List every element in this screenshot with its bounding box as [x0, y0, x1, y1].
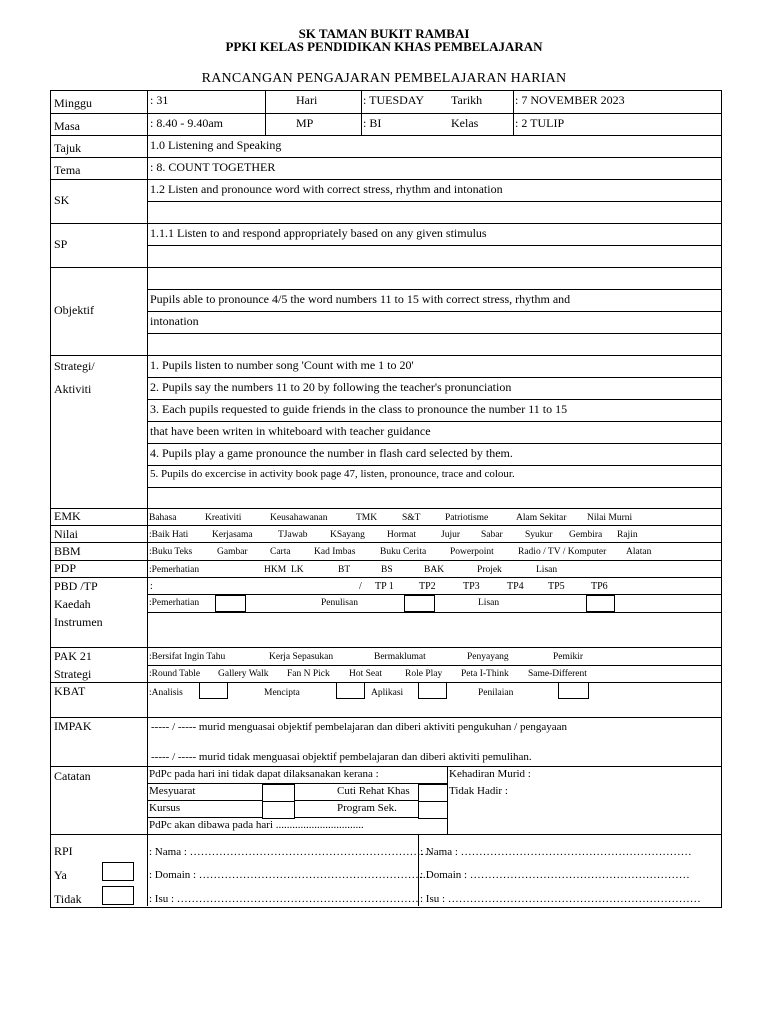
- mencipta-checkbox[interactable]: [336, 682, 365, 699]
- isu-right: : Isu : ……………………………………………………………: [420, 893, 701, 905]
- instrumen-label: Instrumen: [54, 615, 103, 629]
- ya-checkbox[interactable]: [102, 862, 134, 881]
- nilai-item: KSayang: [330, 530, 365, 540]
- pdp-item: BS: [381, 565, 393, 575]
- sp-value: 1.1.1 Listen to and respond appropriately based on any given stimulus: [150, 226, 487, 240]
- kaedah-item: :Pemerhatian: [149, 598, 200, 608]
- cuti-label: Cuti Rehat Khas: [337, 785, 410, 797]
- catatan-label: Catatan: [54, 769, 91, 783]
- kaedah-item: Lisan: [478, 598, 500, 608]
- activity-2: 2. Pupils say the numbers 11 to 20 by following the teacher's pronunciation: [150, 380, 512, 394]
- emk-item: Kreativiti: [205, 513, 242, 523]
- sk-label: SK: [54, 193, 70, 207]
- activity-4: 4. Pupils play a game pronounce the number in flash card selected by them.: [150, 446, 513, 460]
- penulisan-checkbox[interactable]: [404, 595, 435, 612]
- kehadiran-label: Kehadiran Murid :: [449, 768, 531, 780]
- pdp-item: Projek: [477, 565, 502, 575]
- nilai-item: Hormat: [387, 530, 417, 540]
- nilai-item: TJawab: [278, 530, 308, 540]
- hari-label: Hari: [296, 93, 318, 107]
- nama-right: : Nama : ………………………………………………………: [420, 846, 692, 858]
- pak21-strategy: Gallery Walk: [218, 669, 269, 679]
- objektif-line-2: intonation: [150, 314, 199, 328]
- nilai-item: Kerjasama: [212, 530, 253, 540]
- strategi-label: Strategi/: [54, 359, 95, 373]
- ya-label: Ya: [54, 868, 67, 882]
- emk-item: Bahasa: [149, 513, 177, 523]
- bbm-item: Powerpoint: [450, 547, 494, 557]
- penilaian-checkbox[interactable]: [558, 682, 589, 699]
- kaedah-item: Penulisan: [321, 598, 358, 608]
- pak21-strategy: :Round Table: [149, 669, 201, 679]
- tidak-checkbox[interactable]: [102, 886, 134, 905]
- nilai-item: Syukur: [525, 530, 553, 540]
- bbm-item: Buku Cerita: [380, 547, 427, 557]
- lesson-plan-form: [50, 90, 722, 908]
- activity-5: 5. Pupils do excercise in activity book page 47, listen, pronounce, trace and colour.: [150, 468, 515, 480]
- mp-label: MP: [296, 116, 314, 130]
- nilai-item: Rajin: [617, 530, 638, 540]
- emk-item: S&T: [402, 513, 421, 523]
- dibawa-line: PdPc akan dibawa pada hari ................................: [149, 819, 364, 831]
- program-label: Program Sek.: [337, 802, 397, 814]
- pdp-item: Lisan: [536, 565, 558, 575]
- tp-item: TP5: [548, 581, 565, 592]
- pak21-item: Bermaklumat: [374, 652, 426, 662]
- tajuk-label: Tajuk: [54, 141, 82, 155]
- tema-label: Tema: [54, 163, 81, 177]
- tp-item: TP4: [507, 581, 524, 592]
- emk-item: Nilai Murni: [587, 513, 633, 523]
- nilai-item: :Baik Hati: [149, 530, 189, 540]
- nilai-item: Sabar: [481, 530, 503, 540]
- pdp-item: BT: [338, 565, 351, 575]
- pak21-strategi-label: Strategi: [54, 667, 92, 681]
- pak21-item: Kerja Sepasukan: [269, 652, 334, 662]
- pak21-item: :Bersifat Ingin Tahu: [149, 652, 226, 662]
- emk-item: TMK: [356, 513, 378, 523]
- analisis-checkbox[interactable]: [199, 682, 228, 699]
- minggu-value: : 31: [150, 93, 169, 107]
- kursus-label: Kursus: [149, 802, 181, 814]
- minggu-label: Minggu: [54, 96, 93, 110]
- kbat-item: Aplikasi: [371, 688, 404, 698]
- pdp-item: HKM: [264, 565, 287, 575]
- pdp-item: :Pemerhatian: [149, 565, 200, 575]
- pak21-item: Penyayang: [467, 652, 509, 662]
- pbd-label: PBD /TP: [54, 579, 98, 593]
- domain-right: : Domain : ……………………………………………………: [420, 869, 690, 881]
- tidak-label: Tidak: [54, 892, 82, 906]
- pemerhatian-checkbox[interactable]: [215, 595, 246, 612]
- pdp-item: LK: [291, 565, 304, 575]
- activity-3b: that have been writen in whiteboard with teacher guidance: [150, 424, 431, 438]
- tp-item: TP6: [591, 581, 608, 592]
- bbm-item: Radio / TV / Komputer: [518, 547, 607, 557]
- sp-label: SP: [54, 237, 68, 251]
- program-name: PPKI KELAS PENDIDIKAN KHAS PEMBELAJARAN: [225, 39, 543, 54]
- impak-line-1: ----- / ----- murid menguasai objektif pembelajaran dan diberi aktiviti pengukuhan / pengayaan: [151, 721, 568, 733]
- catatan-reason: PdPc pada hari ini tidak dapat dilaksanakan kerana :: [149, 768, 379, 780]
- pak21-strategy: Fan N Pick: [287, 669, 330, 679]
- rpi-label: RPI: [54, 844, 73, 858]
- objektif-label: Objektif: [54, 303, 94, 317]
- mp-value: : BI: [363, 116, 382, 130]
- kbat-item: :Analisis: [149, 688, 183, 698]
- pak21-strategy: Peta I-Think: [461, 669, 509, 679]
- kbat-item: Mencipta: [264, 688, 300, 698]
- tidak-hadir-label: Tidak Hadir :: [449, 785, 508, 797]
- pdp-item: BAK: [424, 565, 445, 575]
- sk-value: 1.2 Listen and pronounce word with correct stress, rhythm and intonation: [150, 182, 503, 196]
- objektif-line-1: Pupils able to pronounce 4/5 the word numbers 11 to 15 with correct stress, rhythm and: [150, 292, 571, 306]
- pak21-item: Pemikir: [553, 652, 584, 662]
- bbm-label: BBM: [54, 544, 81, 558]
- activity-3a: 3. Each pupils requested to guide friends in the class to pronounce the number 11 to 15: [150, 402, 568, 416]
- lisan-checkbox[interactable]: [586, 595, 615, 612]
- bbm-item: Gambar: [217, 547, 248, 557]
- impak-line-2: ----- / ----- murid tidak menguasai objektif pembelajaran dan diberi aktiviti pemulihan.: [151, 751, 532, 763]
- hari-value: : TUESDAY: [363, 93, 425, 107]
- pbd-slash: /: [359, 581, 362, 592]
- nilai-item: Jujur: [441, 530, 460, 540]
- isu-left: : Isu : …………………………………………………………: [149, 893, 419, 905]
- pak21-strategy: Same-Different: [528, 669, 587, 679]
- tarikh-label: Tarikh: [451, 93, 483, 107]
- emk-item: Keusahawanan: [270, 513, 328, 523]
- impak-label: IMPAK: [54, 719, 92, 733]
- emk-item: Alam Sekitar: [516, 513, 567, 523]
- tp-item: TP 1: [375, 581, 394, 592]
- aktiviti-label: Aktiviti: [54, 382, 92, 396]
- tarikh-value: : 7 NOVEMBER 2023: [515, 93, 625, 107]
- tema-value: : 8. COUNT TOGETHER: [150, 160, 276, 174]
- tp-item: TP2: [419, 581, 436, 592]
- program-checkbox[interactable]: [418, 801, 448, 819]
- bbm-item: Kad Imbas: [314, 547, 356, 557]
- mesyuarat-label: Mesyuarat: [149, 785, 196, 797]
- emk-label: EMK: [54, 509, 81, 523]
- school-name: SK TAMAN BUKIT RAMBAI: [298, 26, 470, 41]
- domain-left: : Domain : ………………………………………………………: [149, 869, 430, 881]
- activity-1: 1. Pupils listen to number song 'Count with me 1 to 20': [150, 358, 414, 372]
- kursus-checkbox[interactable]: [262, 801, 295, 819]
- masa-label: Masa: [54, 119, 80, 133]
- pak21-strategy: Role Play: [405, 669, 443, 679]
- nama-left: : Nama : …………………………………………………………: [149, 846, 432, 858]
- bbm-item: Alatan: [626, 547, 652, 557]
- kelas-value: : 2 TULIP: [515, 116, 565, 130]
- pak21-label: PAK 21: [54, 649, 92, 663]
- pdp-label: PDP: [54, 561, 77, 575]
- pbd-colon: :: [150, 581, 153, 592]
- mesyuarat-checkbox[interactable]: [262, 784, 295, 802]
- kbat-label: KBAT: [54, 684, 86, 698]
- form-title: RANCANGAN PENGAJARAN PEMBELAJARAN HARIAN: [201, 71, 567, 86]
- bbm-item: Carta: [270, 547, 291, 557]
- masa-value: : 8.40 - 9.40am: [150, 116, 223, 130]
- nilai-label: Nilai: [54, 527, 78, 541]
- cuti-checkbox[interactable]: [418, 784, 448, 802]
- kaedah-label: Kaedah: [54, 597, 91, 611]
- tp-item: TP3: [463, 581, 480, 592]
- kelas-label: Kelas: [451, 116, 479, 130]
- nilai-item: Gembira: [569, 530, 603, 540]
- pak21-strategy: Hot Seat: [349, 669, 382, 679]
- kbat-item: Penilaian: [478, 688, 514, 698]
- tajuk-value: 1.0 Listening and Speaking: [150, 138, 282, 152]
- aplikasi-checkbox[interactable]: [418, 682, 447, 699]
- emk-item: Patriotisme: [445, 513, 489, 523]
- bbm-item: :Buku Teks: [149, 547, 193, 557]
